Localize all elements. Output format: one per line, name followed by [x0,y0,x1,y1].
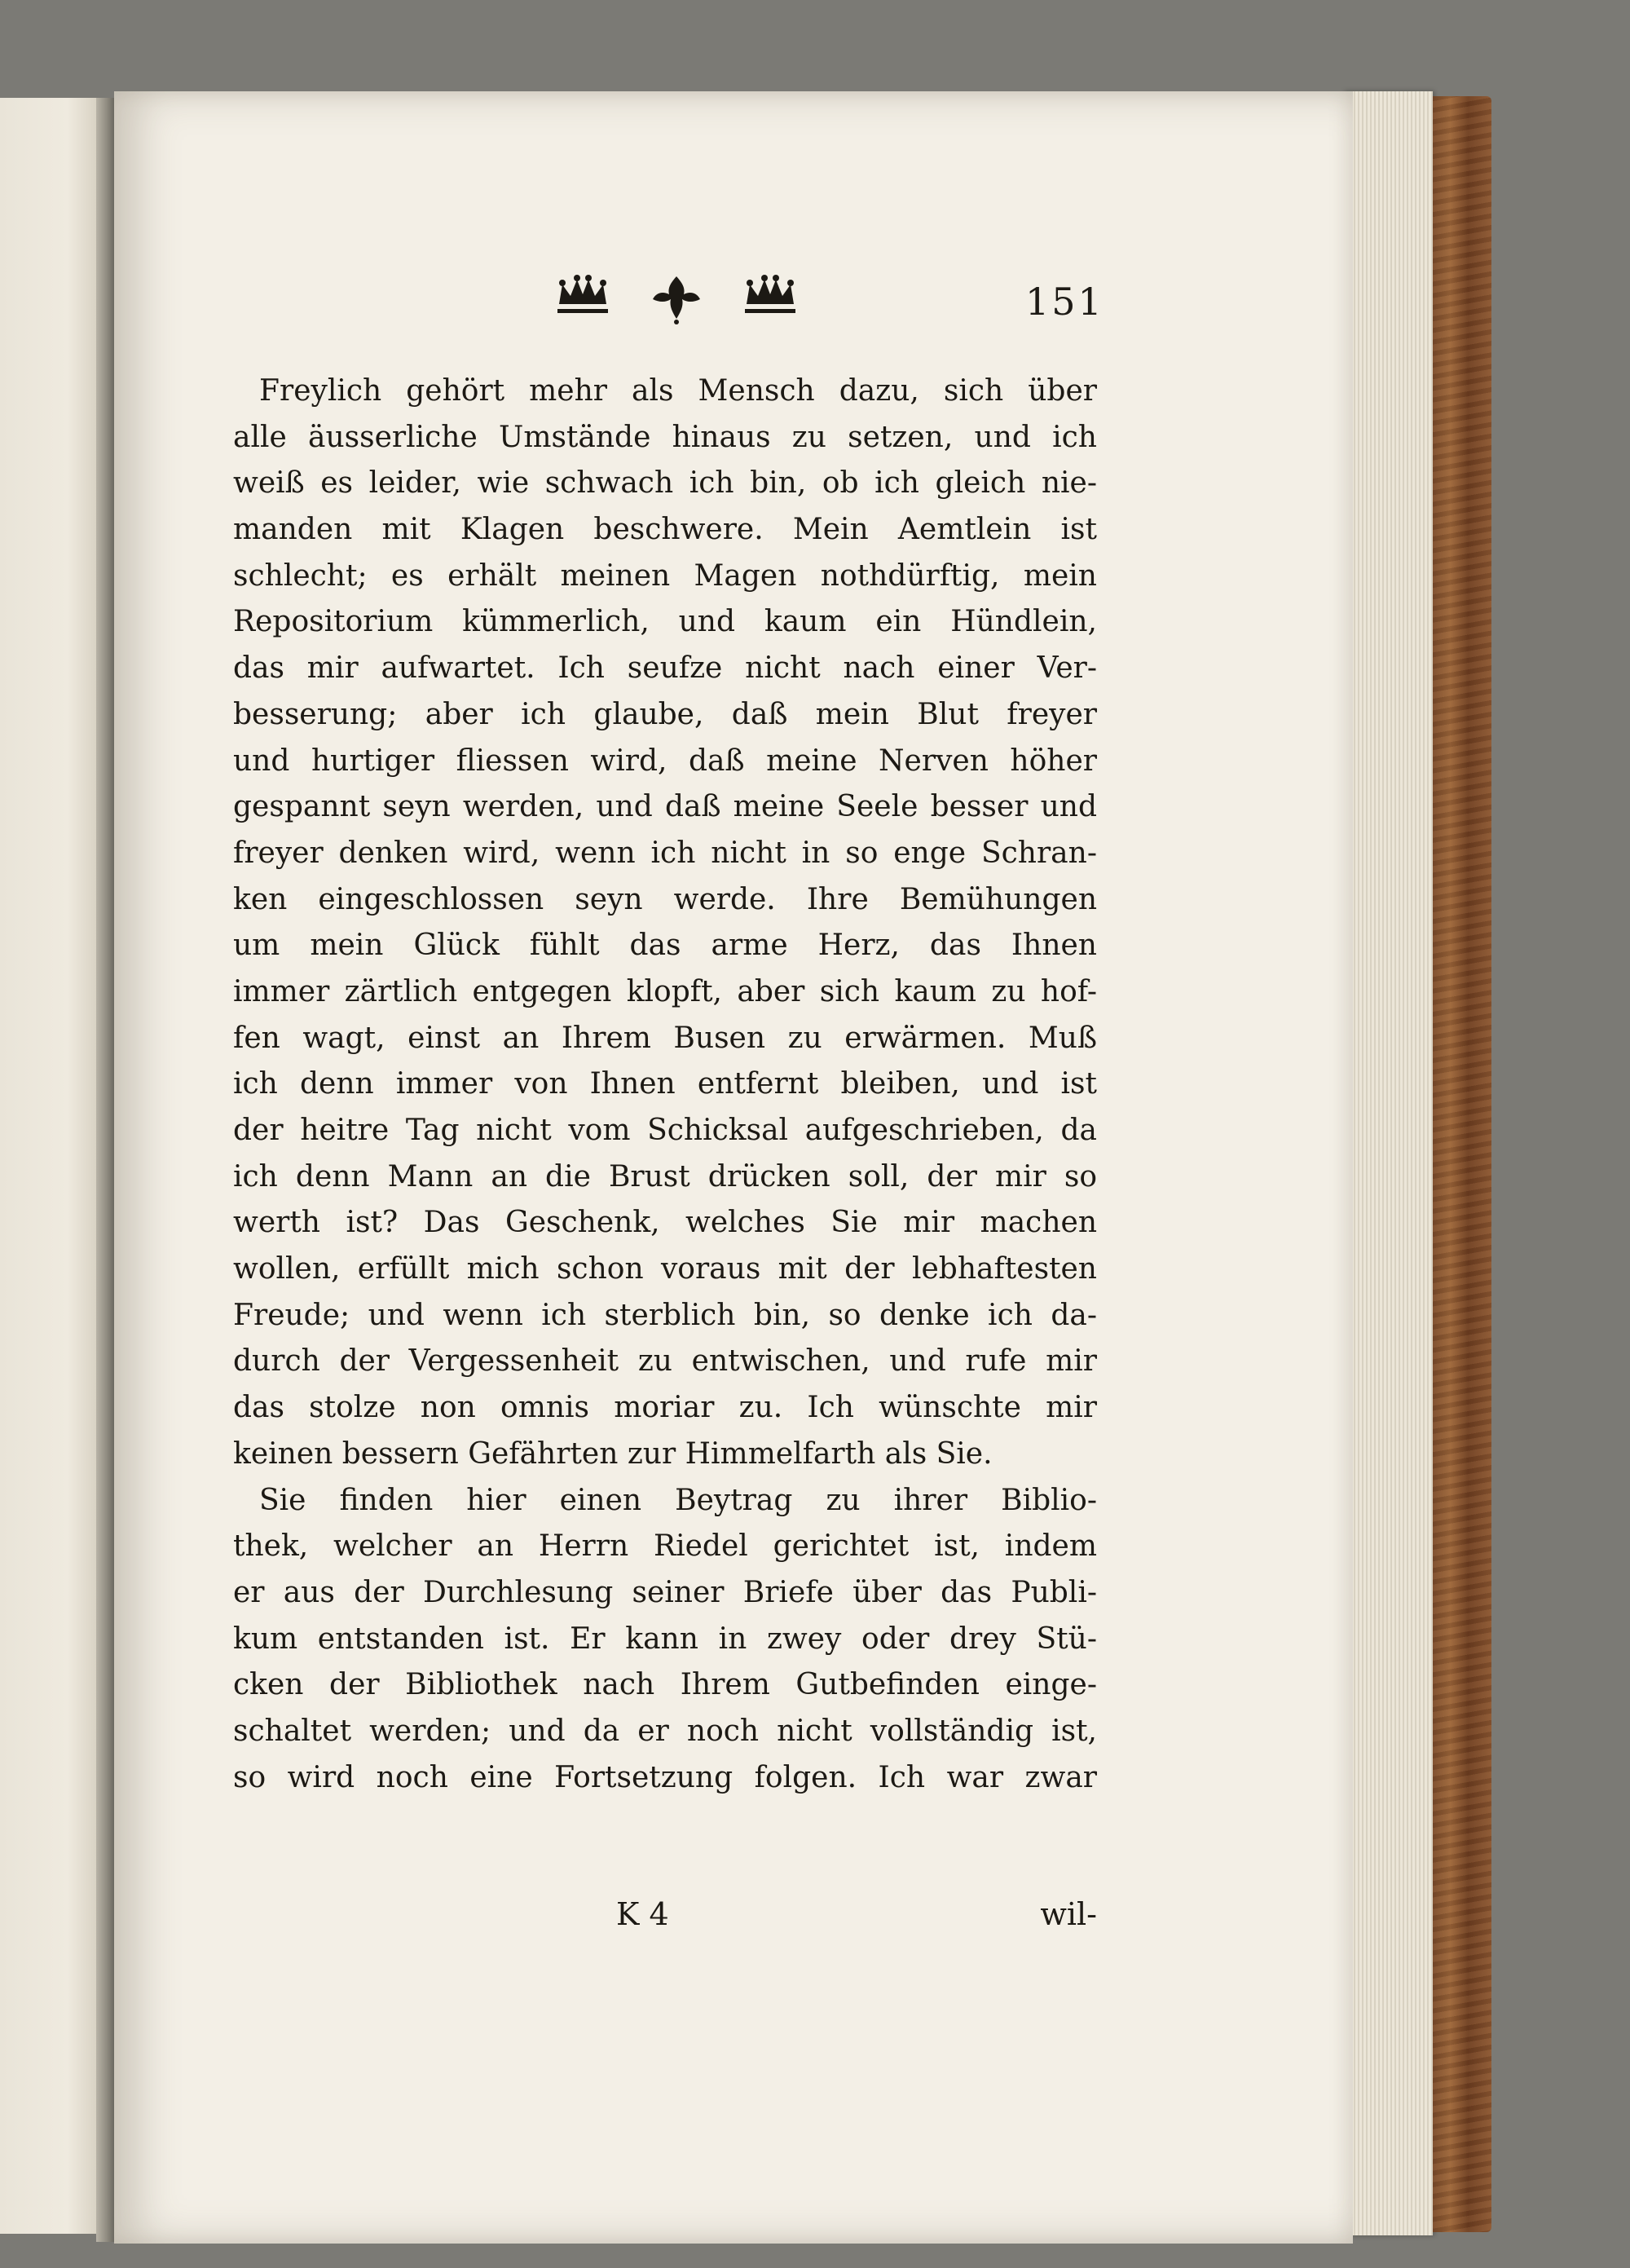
text-line: schaltet werden; und da er noch nicht vollständig ist, [233,1714,1097,1748]
signature-mark: K 4 [616,1896,669,1932]
text-line: Sie finden hier einen Beytrag zu ihrer Biblio- [259,1483,1097,1517]
text-line: das stolze non omnis moriar zu. Ich wünschte mir [233,1391,1097,1425]
text-line: cken der Bibliothek nach Ihrem Gutbefinden einge- [233,1668,1097,1702]
catchword: wil- [1040,1896,1097,1932]
text-line: manden mit Klagen beschwere. Mein Aemtlein ist [233,513,1097,547]
page-footer [233,1896,1097,1945]
facing-page-left [0,98,96,2234]
text-line: wollen, erfüllt mich schon voraus mit der lebhaftesten [233,1252,1097,1286]
text-line: das mir aufwartet. Ich seufze nicht nach einer Ver- [233,651,1097,686]
book-gutter [96,98,114,2242]
page-body-text [233,368,1097,1801]
text-line: ich denn immer von Ihnen entfernt bleiben, und ist [233,1067,1097,1101]
text-line: alle äusserliche Umstände hinaus zu setzen, und ich [233,420,1097,454]
text-line: ich denn Mann an die Brust drücken soll, der mir so [233,1159,1097,1194]
fleuron-icon [648,273,705,325]
text-line: Freude; und wenn ich sterblich bin, so denke ich da- [233,1298,1097,1332]
text-line: so wird noch eine Fortsetzung folgen. Ich war zwar [233,1760,1097,1794]
text-line: keinen bessern Gefährten zur Himmelfarth als Sie. [233,1436,993,1471]
text-line: Repositorium kümmerlich, und kaum ein Hündlein, [233,605,1097,639]
page-number: 151 [1025,280,1104,324]
text-line: immer zärtlich entgegen klopft, aber sich kaum zu hof- [233,974,1097,1008]
text-line: und hurtiger fliessen wird, daß meine Nerven höher [233,743,1097,778]
text-line: kum entstanden ist. Er kann in zwey oder drey Stü- [233,1622,1097,1656]
text-line: um mein Glück fühlt das arme Herz, das Ihnen [233,929,1097,963]
text-line: ken eingeschlossen seyn werde. Ihre Bemühungen [233,882,1097,916]
text-line: Freylich gehört mehr als Mensch dazu, sich über [259,374,1097,408]
text-line: er aus der Durchlesung seiner Briefe über das Publi- [233,1575,1097,1609]
text-line: werth ist? Das Geschenk, welches Sie mir machen [233,1206,1097,1240]
text-line: fen wagt, einst an Ihrem Busen zu erwärmen. Muß [233,1021,1097,1055]
page-edges [1343,91,1433,2235]
page-header [554,273,1108,338]
text-line: gespannt seyn werden, und daß meine Seele besser und [233,790,1097,824]
text-line: der heitre Tag nicht vom Schicksal aufgeschrieben, da [233,1114,1097,1147]
text-line: durch der Vergessenheit zu entwischen, und rufe mir [233,1344,1097,1379]
text-line: weiß es leider, wie schwach ich bin, ob ich gleich nie- [233,466,1097,501]
text-line: schlecht; es erhält meinen Magen nothdürftig, mein [233,558,1097,593]
book-cover-edge [1433,96,1491,2232]
crown-icon [742,273,799,322]
text-line: thek, welcher an Herrn Riedel gerichtet ist, indem [233,1529,1097,1564]
text-line: besserung; aber ich glaube, daß mein Blut freyer [233,697,1097,731]
crown-icon [554,273,611,322]
text-line: freyer denken wird, wenn ich nicht in so enge Schran- [233,836,1097,870]
